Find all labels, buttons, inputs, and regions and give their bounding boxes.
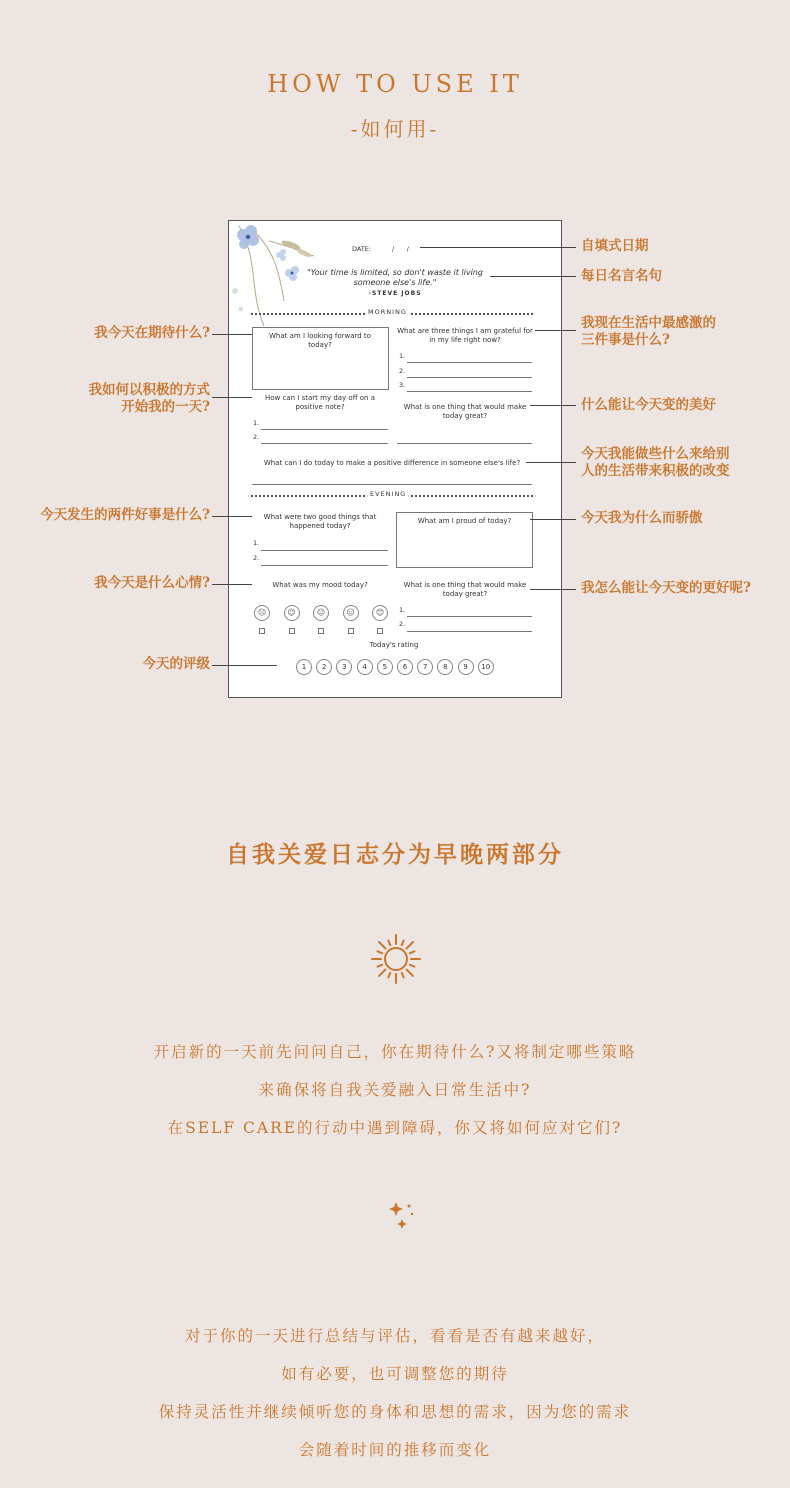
mood-checkbox-4[interactable] (348, 628, 354, 634)
mood-face-icon-2: ☺ (284, 605, 300, 621)
start-line-1 (261, 429, 388, 430)
rating-circle-5[interactable]: 5 (377, 659, 393, 675)
date-label: DATE: (352, 245, 372, 253)
good-num-1: 1. (253, 539, 260, 547)
start-num-2: 2. (253, 433, 260, 441)
conn-looking-forward (212, 334, 252, 335)
ann-mood: 我今天是什么心情? (94, 575, 210, 591)
conn-two-good (212, 516, 252, 517)
q-start-day: How can I start my day off on a positive note? (265, 394, 375, 411)
rating-circle-4[interactable]: 4 (357, 659, 373, 675)
start-line-2 (261, 443, 388, 444)
evening-label: EVENING (367, 490, 409, 498)
ann-proud: 今天我为什么而骄傲 (581, 510, 703, 526)
good-num-2: 2. (253, 554, 260, 562)
page-title: HOW TO USE IT (267, 70, 523, 98)
ann-looking-forward: 我今天在期待什么? (94, 325, 210, 341)
eve-num-2: 2. (399, 620, 406, 628)
mood-face-icon-5: 😊 (372, 605, 388, 621)
mood-face-icon-1: ☹ (254, 605, 270, 621)
quote-author: -STEVE JOBS (368, 290, 422, 297)
rating-circle-2[interactable]: 2 (316, 659, 332, 675)
ann-two-good: 今天发生的两件好事是什么? (40, 507, 210, 523)
eve-num-1: 1. (399, 606, 406, 614)
conn-grateful (535, 330, 576, 331)
ann-start-day-2: 开始我的一天? (121, 399, 210, 415)
mood-checkbox-3[interactable] (318, 628, 324, 634)
conn-quote (490, 276, 576, 277)
morning-line-2: 来确保将自我关爱融入日常生活中? (258, 1081, 532, 1099)
rating-circle-3[interactable]: 3 (336, 659, 352, 675)
section-heading: 自我关爱日志分为早晚两部分 (226, 841, 564, 868)
rating-label: Today's rating (369, 641, 419, 649)
sun-icon (370, 933, 422, 985)
good-line-1 (261, 550, 388, 551)
q-proud: What am I proud of today? (417, 517, 512, 525)
conn-proud (530, 519, 576, 520)
conn-mood (212, 584, 252, 585)
make-great-line (397, 443, 532, 444)
evening-line-3: 保持灵活性并继续倾听您的身体和思想的需求，因为您的需求 (158, 1403, 632, 1421)
journal-page (228, 220, 562, 698)
grateful-line-3 (407, 391, 532, 392)
conn-better (530, 589, 576, 590)
grateful-num-2: 2. (399, 367, 406, 375)
q-mood: What was my mood today? (272, 581, 368, 589)
q-looking-forward: What am I looking forward to today? (269, 332, 371, 349)
rating-circle-6[interactable]: 6 (397, 659, 413, 675)
q-make-great: What is one thing that would make today great? (403, 403, 527, 420)
morning-line-1: 开启新的一天前先问问自己，你在期待什么?又将制定哪些策略 (153, 1043, 637, 1061)
grateful-num-1: 1. (399, 352, 406, 360)
conn-make-great (530, 405, 576, 406)
mood-face-icon-3: 😐 (313, 605, 329, 621)
quote-text: "Your time is limited, so don't waste it living someone else's life." (307, 268, 483, 287)
q-positive-difference: What can I do today to make a positive difference in someone else's life? (263, 459, 521, 467)
conn-date (420, 247, 576, 248)
eve-line-1 (407, 616, 532, 617)
conn-positive-diff (526, 462, 576, 463)
mood-checkbox-5[interactable] (377, 628, 383, 634)
ann-positive-diff-2: 人的生活带来积极的改变 (581, 463, 730, 479)
ann-grateful-1: 我现在生活中最感激的 (581, 315, 716, 331)
date-slashes: / / (392, 245, 409, 253)
ann-rating: 今天的评级 (142, 656, 210, 672)
mood-checkbox-1[interactable] (259, 628, 265, 634)
ann-make-great: 什么能让今天变的美好 (581, 397, 716, 413)
positive-difference-line (252, 484, 532, 485)
moon-stars-icon (364, 1196, 428, 1260)
ann-quote: 每日名言名句 (581, 268, 662, 284)
evening-line-4: 会随着时间的推移而变化 (298, 1441, 492, 1459)
mood-checkbox-2[interactable] (289, 628, 295, 634)
ann-date: 自填式日期 (581, 238, 649, 254)
morning-label: MORNING (365, 308, 410, 316)
mood-face-icon-4: 😑 (343, 605, 359, 621)
start-num-1: 1. (253, 419, 260, 427)
ann-grateful-2: 三件事是什么? (581, 332, 670, 348)
rating-circle-1[interactable]: 1 (296, 659, 312, 675)
eve-line-2 (407, 631, 532, 632)
rating-circle-7[interactable]: 7 (417, 659, 433, 675)
q-grateful: What are three things I am grateful for in my life right now? (397, 327, 533, 344)
ann-start-day-1: 我如何以积极的方式 (88, 382, 210, 398)
conn-rating (212, 665, 277, 666)
evening-line-1: 对于你的一天进行总结与评估，看看是否有越来越好， (184, 1327, 605, 1345)
grateful-num-3: 3. (399, 381, 406, 389)
morning-line-3: 在SELF CARE的行动中遇到障碍，你又将如何应对它们? (167, 1119, 623, 1137)
page-subtitle: -如何用- (350, 117, 440, 141)
rating-circle-9[interactable]: 9 (458, 659, 474, 675)
rating-circle-10[interactable]: 10 (478, 659, 494, 675)
rating-circle-8[interactable]: 8 (437, 659, 453, 675)
ann-positive-diff-1: 今天我能做些什么来给别 (581, 446, 730, 462)
evening-line-2: 如有必要，也可调整您的期待 (281, 1365, 509, 1383)
grateful-line-2 (407, 377, 532, 378)
q-two-good-things: What were two good things that happened today? (263, 513, 377, 530)
grateful-line-1 (407, 362, 532, 363)
q-make-great-evening: What is one thing that would make today great? (403, 581, 527, 598)
ann-better: 我怎么能让今天变的更好呢? (581, 580, 751, 596)
good-line-2 (261, 565, 388, 566)
conn-start-day (212, 397, 252, 398)
